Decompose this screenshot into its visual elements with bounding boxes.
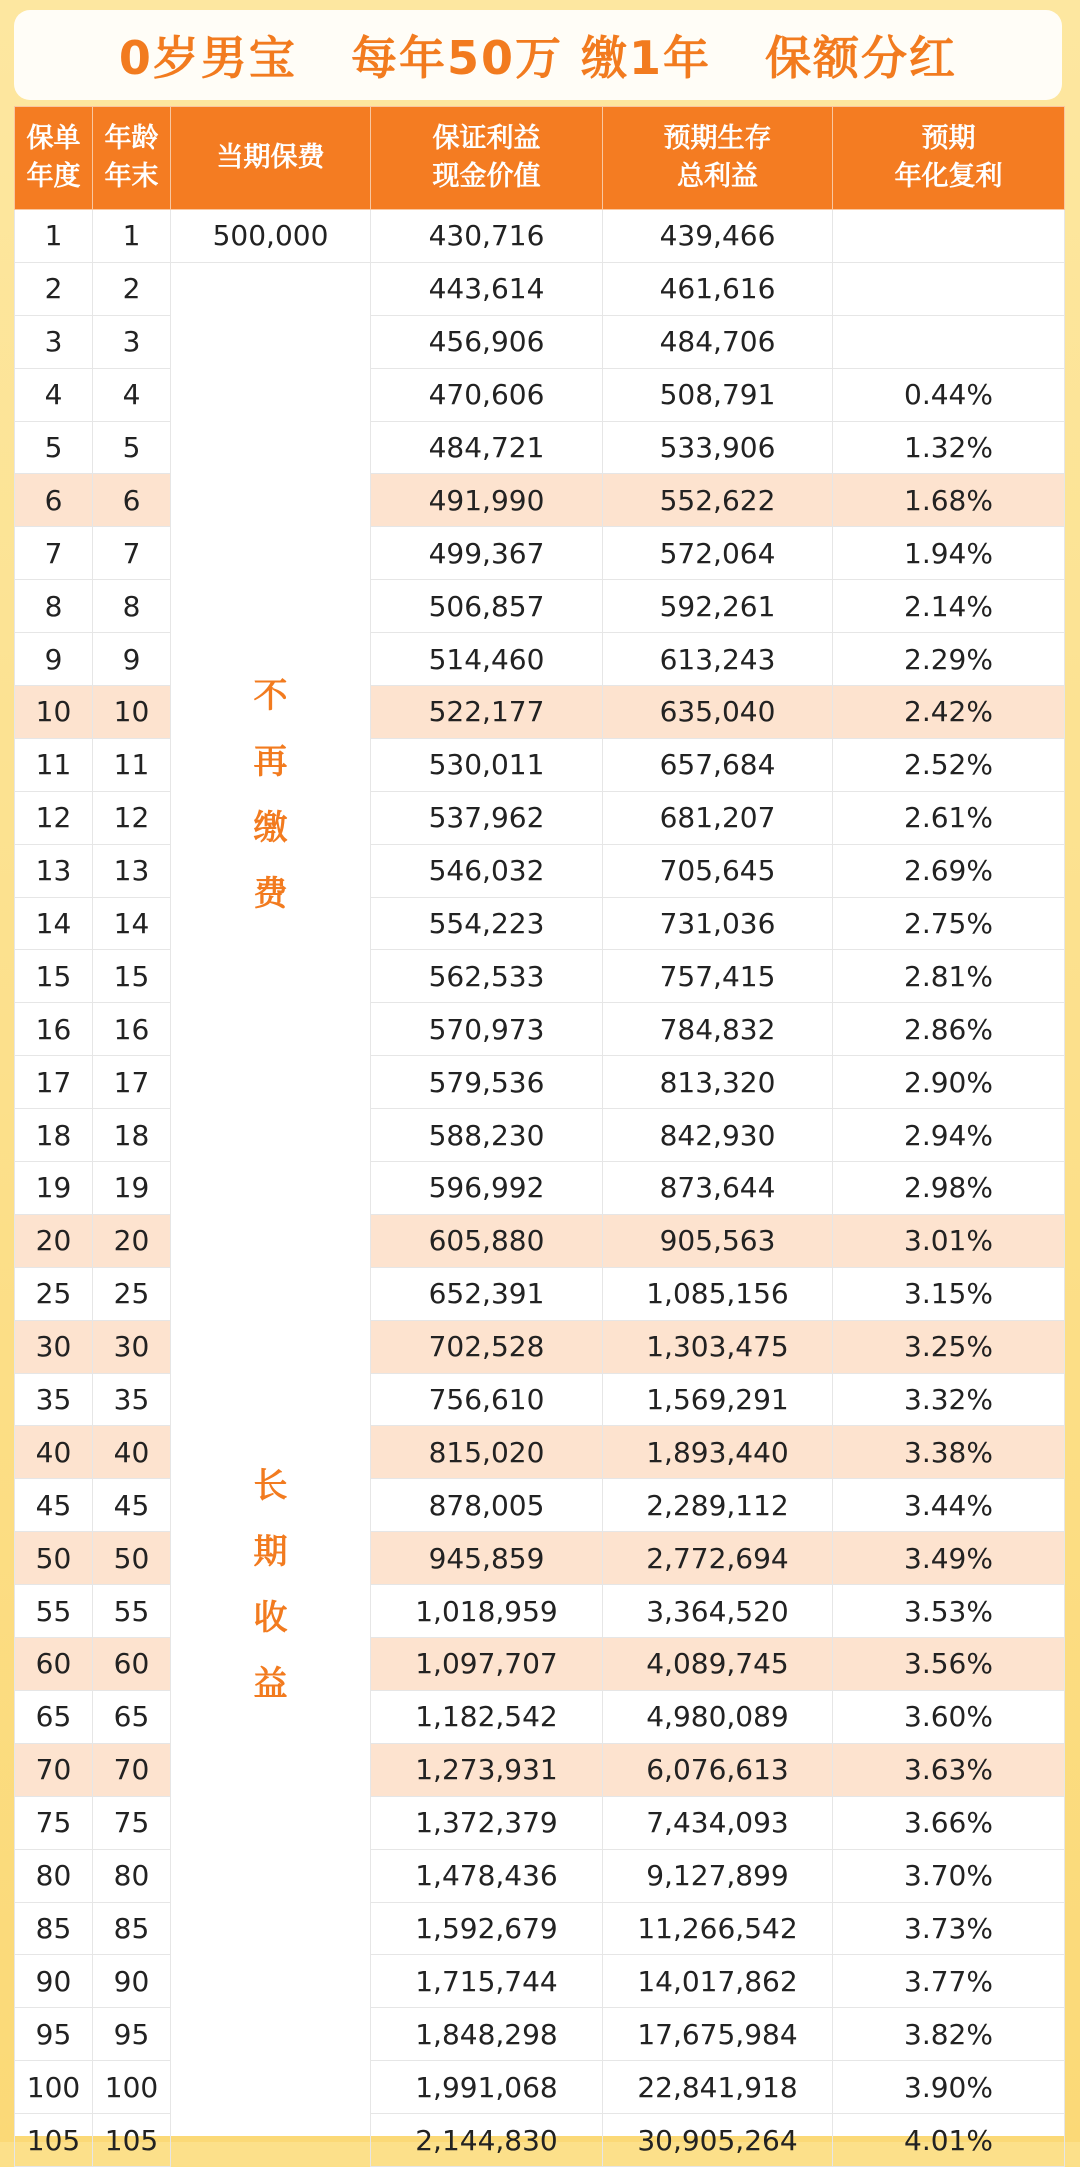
cell-total-benefit: 905,563 bbox=[603, 1214, 833, 1267]
cell-total-benefit: 635,040 bbox=[603, 686, 833, 739]
cell-annual-rate: 3.60% bbox=[833, 1690, 1065, 1743]
cell-annual-rate: 2.86% bbox=[833, 1003, 1065, 1056]
cell-age: 6 bbox=[93, 474, 171, 527]
cell-cash-value: 1,182,542 bbox=[371, 1690, 603, 1743]
cell-age: 5 bbox=[93, 421, 171, 474]
cell-total-benefit: 4,089,745 bbox=[603, 1638, 833, 1691]
cell-total-benefit: 681,207 bbox=[603, 791, 833, 844]
cell-policy-year: 35 bbox=[15, 1373, 93, 1426]
cell-age: 65 bbox=[93, 1690, 171, 1743]
cell-age: 4 bbox=[93, 368, 171, 421]
cell-total-benefit: 461,616 bbox=[603, 262, 833, 315]
cell-policy-year: 60 bbox=[15, 1638, 93, 1691]
cell-annual-rate: 3.90% bbox=[833, 2061, 1065, 2114]
cell-annual-rate: 3.70% bbox=[833, 1849, 1065, 1902]
cell-policy-year: 65 bbox=[15, 1690, 93, 1743]
cell-policy-year: 20 bbox=[15, 1214, 93, 1267]
cell-age: 25 bbox=[93, 1267, 171, 1320]
cell-cash-value: 878,005 bbox=[371, 1479, 603, 1532]
cell-total-benefit: 552,622 bbox=[603, 474, 833, 527]
cell-total-benefit: 784,832 bbox=[603, 1003, 833, 1056]
cell-annual-rate: 1.68% bbox=[833, 474, 1065, 527]
cell-annual-rate: 2.61% bbox=[833, 791, 1065, 844]
table-header bbox=[15, 107, 1065, 210]
cell-age: 12 bbox=[93, 791, 171, 844]
cell-annual-rate: 3.01% bbox=[833, 1214, 1065, 1267]
header-policy-year: 保单 年度 bbox=[15, 107, 93, 210]
cell-age: 70 bbox=[93, 1743, 171, 1796]
cell-policy-year: 14 bbox=[15, 897, 93, 950]
cell-age: 85 bbox=[93, 1902, 171, 1955]
cell-age: 16 bbox=[93, 1003, 171, 1056]
cell-age: 30 bbox=[93, 1320, 171, 1373]
cell-annual-rate: 3.63% bbox=[833, 1743, 1065, 1796]
cell-age: 15 bbox=[93, 950, 171, 1003]
cell-cash-value: 491,990 bbox=[371, 474, 603, 527]
cell-total-benefit: 592,261 bbox=[603, 580, 833, 633]
cell-policy-year: 100 bbox=[15, 2061, 93, 2114]
cell-age: 90 bbox=[93, 1955, 171, 2008]
cell-premium: 500,000 bbox=[171, 210, 371, 263]
cell-total-benefit: 757,415 bbox=[603, 950, 833, 1003]
cell-total-benefit: 1,303,475 bbox=[603, 1320, 833, 1373]
cell-policy-year: 16 bbox=[15, 1003, 93, 1056]
cell-annual-rate: 2.69% bbox=[833, 844, 1065, 897]
cell-total-benefit: 439,466 bbox=[603, 210, 833, 263]
cell-annual-rate: 4.01% bbox=[833, 2114, 1065, 2167]
table-row bbox=[15, 262, 1065, 315]
cell-total-benefit: 11,266,542 bbox=[603, 1902, 833, 1955]
cell-total-benefit: 6,076,613 bbox=[603, 1743, 833, 1796]
cell-cash-value: 562,533 bbox=[371, 950, 603, 1003]
cell-cash-value: 554,223 bbox=[371, 897, 603, 950]
cell-total-benefit: 484,706 bbox=[603, 315, 833, 368]
cell-policy-year: 55 bbox=[15, 1585, 93, 1638]
cell-cash-value: 570,973 bbox=[371, 1003, 603, 1056]
cell-age: 1 bbox=[93, 210, 171, 263]
cell-age: 60 bbox=[93, 1638, 171, 1691]
cell-policy-year: 2 bbox=[15, 262, 93, 315]
cell-policy-year: 30 bbox=[15, 1320, 93, 1373]
cell-policy-year: 50 bbox=[15, 1532, 93, 1585]
cell-annual-rate: 2.81% bbox=[833, 950, 1065, 1003]
cell-policy-year: 13 bbox=[15, 844, 93, 897]
cell-annual-rate: 2.94% bbox=[833, 1109, 1065, 1162]
cell-cash-value: 530,011 bbox=[371, 738, 603, 791]
title-banner bbox=[14, 10, 1062, 100]
cell-annual-rate bbox=[833, 262, 1065, 315]
cell-policy-year: 15 bbox=[15, 950, 93, 1003]
cell-policy-year: 45 bbox=[15, 1479, 93, 1532]
cell-cash-value: 588,230 bbox=[371, 1109, 603, 1162]
benefit-table-card bbox=[14, 106, 1064, 2157]
cell-annual-rate: 0.44% bbox=[833, 368, 1065, 421]
cell-policy-year: 25 bbox=[15, 1267, 93, 1320]
cell-annual-rate: 3.25% bbox=[833, 1320, 1065, 1373]
cell-age: 100 bbox=[93, 2061, 171, 2114]
cell-age: 13 bbox=[93, 844, 171, 897]
table-body bbox=[15, 210, 1065, 2167]
cell-total-benefit: 2,772,694 bbox=[603, 1532, 833, 1585]
cell-cash-value: 546,032 bbox=[371, 844, 603, 897]
cell-policy-year: 105 bbox=[15, 2114, 93, 2167]
cell-annual-rate: 1.94% bbox=[833, 527, 1065, 580]
cell-total-benefit: 508,791 bbox=[603, 368, 833, 421]
cell-total-benefit: 3,364,520 bbox=[603, 1585, 833, 1638]
cell-cash-value: 1,848,298 bbox=[371, 2008, 603, 2061]
cell-total-benefit: 1,569,291 bbox=[603, 1373, 833, 1426]
cell-annual-rate: 2.29% bbox=[833, 633, 1065, 686]
cell-age: 7 bbox=[93, 527, 171, 580]
cell-cash-value: 1,097,707 bbox=[371, 1638, 603, 1691]
cell-cash-value: 2,144,830 bbox=[371, 2114, 603, 2167]
cell-cash-value: 1,991,068 bbox=[371, 2061, 603, 2114]
cell-annual-rate: 2.75% bbox=[833, 897, 1065, 950]
cell-cash-value: 1,018,959 bbox=[371, 1585, 603, 1638]
cell-policy-year: 7 bbox=[15, 527, 93, 580]
cell-cash-value: 1,273,931 bbox=[371, 1743, 603, 1796]
cell-age: 80 bbox=[93, 1849, 171, 1902]
cell-cash-value: 945,859 bbox=[371, 1532, 603, 1585]
cell-cash-value: 1,715,744 bbox=[371, 1955, 603, 2008]
cell-total-benefit: 2,289,112 bbox=[603, 1479, 833, 1532]
cell-age: 45 bbox=[93, 1479, 171, 1532]
cell-age: 95 bbox=[93, 2008, 171, 2061]
cell-total-benefit: 657,684 bbox=[603, 738, 833, 791]
cell-cash-value: 1,592,679 bbox=[371, 1902, 603, 1955]
cell-age: 18 bbox=[93, 1109, 171, 1162]
cell-cash-value: 537,962 bbox=[371, 791, 603, 844]
page-title: 0岁男宝 每年50万 缴1年 保额分红 bbox=[118, 31, 958, 85]
header-annual-rate: 预期 年化复利 bbox=[833, 107, 1065, 210]
cell-policy-year: 9 bbox=[15, 633, 93, 686]
header-age: 年龄 年末 bbox=[93, 107, 171, 210]
cell-total-benefit: 30,905,264 bbox=[603, 2114, 833, 2167]
header-cash-value: 保证利益 现金价值 bbox=[371, 107, 603, 210]
cell-cash-value: 499,367 bbox=[371, 527, 603, 580]
cell-age: 8 bbox=[93, 580, 171, 633]
cell-annual-rate: 3.32% bbox=[833, 1373, 1065, 1426]
cell-cash-value: 652,391 bbox=[371, 1267, 603, 1320]
cell-policy-year: 70 bbox=[15, 1743, 93, 1796]
cell-cash-value: 756,610 bbox=[371, 1373, 603, 1426]
cell-total-benefit: 731,036 bbox=[603, 897, 833, 950]
cell-annual-rate: 3.38% bbox=[833, 1426, 1065, 1479]
cell-policy-year: 6 bbox=[15, 474, 93, 527]
cell-annual-rate bbox=[833, 315, 1065, 368]
cell-cash-value: 430,716 bbox=[371, 210, 603, 263]
cell-age: 50 bbox=[93, 1532, 171, 1585]
cell-total-benefit: 9,127,899 bbox=[603, 1849, 833, 1902]
cell-cash-value: 605,880 bbox=[371, 1214, 603, 1267]
cell-age: 10 bbox=[93, 686, 171, 739]
table-row bbox=[15, 210, 1065, 263]
cell-cash-value: 702,528 bbox=[371, 1320, 603, 1373]
cell-annual-rate: 2.52% bbox=[833, 738, 1065, 791]
cell-cash-value: 1,478,436 bbox=[371, 1849, 603, 1902]
cell-age: 17 bbox=[93, 1056, 171, 1109]
cell-total-benefit: 842,930 bbox=[603, 1109, 833, 1162]
cell-policy-year: 95 bbox=[15, 2008, 93, 2061]
cell-policy-year: 10 bbox=[15, 686, 93, 739]
cell-policy-year: 90 bbox=[15, 1955, 93, 2008]
cell-policy-year: 80 bbox=[15, 1849, 93, 1902]
cell-annual-rate: 2.14% bbox=[833, 580, 1065, 633]
header-premium: 当期保费 bbox=[171, 107, 371, 210]
cell-policy-year: 8 bbox=[15, 580, 93, 633]
label-no-more-payment: 不 再 缴 费 bbox=[253, 675, 288, 914]
cell-policy-year: 4 bbox=[15, 368, 93, 421]
header-total-benefit: 预期生存 总利益 bbox=[603, 107, 833, 210]
cell-age: 40 bbox=[93, 1426, 171, 1479]
cell-total-benefit: 14,017,862 bbox=[603, 1955, 833, 2008]
cell-total-benefit: 813,320 bbox=[603, 1056, 833, 1109]
cell-total-benefit: 533,906 bbox=[603, 421, 833, 474]
cell-annual-rate: 3.77% bbox=[833, 1955, 1065, 2008]
cell-policy-year: 5 bbox=[15, 421, 93, 474]
cell-total-benefit: 1,893,440 bbox=[603, 1426, 833, 1479]
cell-annual-rate: 2.98% bbox=[833, 1162, 1065, 1215]
cell-annual-rate: 3.49% bbox=[833, 1532, 1065, 1585]
label-long-term-return: 长 期 收 益 bbox=[253, 1465, 288, 1704]
cell-cash-value: 514,460 bbox=[371, 633, 603, 686]
cell-cash-value: 456,906 bbox=[371, 315, 603, 368]
cell-policy-year: 75 bbox=[15, 1796, 93, 1849]
cell-total-benefit: 705,645 bbox=[603, 844, 833, 897]
cell-annual-rate: 3.66% bbox=[833, 1796, 1065, 1849]
cell-policy-year: 18 bbox=[15, 1109, 93, 1162]
cell-policy-year: 85 bbox=[15, 1902, 93, 1955]
no-further-premium-column bbox=[171, 262, 371, 2166]
cell-age: 55 bbox=[93, 1585, 171, 1638]
cell-annual-rate: 3.15% bbox=[833, 1267, 1065, 1320]
cell-policy-year: 17 bbox=[15, 1056, 93, 1109]
cell-policy-year: 1 bbox=[15, 210, 93, 263]
cell-age: 11 bbox=[93, 738, 171, 791]
cell-cash-value: 1,372,379 bbox=[371, 1796, 603, 1849]
cell-annual-rate: 3.73% bbox=[833, 1902, 1065, 1955]
cell-total-benefit: 873,644 bbox=[603, 1162, 833, 1215]
cell-total-benefit: 613,243 bbox=[603, 633, 833, 686]
cell-total-benefit: 17,675,984 bbox=[603, 2008, 833, 2061]
cell-cash-value: 443,614 bbox=[371, 262, 603, 315]
cell-age: 19 bbox=[93, 1162, 171, 1215]
cell-age: 75 bbox=[93, 1796, 171, 1849]
cell-cash-value: 522,177 bbox=[371, 686, 603, 739]
cell-total-benefit: 22,841,918 bbox=[603, 2061, 833, 2114]
cell-annual-rate: 3.44% bbox=[833, 1479, 1065, 1532]
cell-total-benefit: 7,434,093 bbox=[603, 1796, 833, 1849]
cell-age: 9 bbox=[93, 633, 171, 686]
cell-annual-rate: 3.82% bbox=[833, 2008, 1065, 2061]
cell-total-benefit: 1,085,156 bbox=[603, 1267, 833, 1320]
cell-annual-rate bbox=[833, 210, 1065, 263]
cell-cash-value: 815,020 bbox=[371, 1426, 603, 1479]
cell-policy-year: 3 bbox=[15, 315, 93, 368]
cell-age: 35 bbox=[93, 1373, 171, 1426]
cell-cash-value: 506,857 bbox=[371, 580, 603, 633]
cell-cash-value: 579,536 bbox=[371, 1056, 603, 1109]
cell-policy-year: 19 bbox=[15, 1162, 93, 1215]
cell-annual-rate: 3.53% bbox=[833, 1585, 1065, 1638]
cell-cash-value: 596,992 bbox=[371, 1162, 603, 1215]
cell-age: 20 bbox=[93, 1214, 171, 1267]
cell-age: 2 bbox=[93, 262, 171, 315]
cell-cash-value: 470,606 bbox=[371, 368, 603, 421]
cell-total-benefit: 4,980,089 bbox=[603, 1690, 833, 1743]
benefit-table bbox=[14, 106, 1065, 2167]
cell-policy-year: 40 bbox=[15, 1426, 93, 1479]
cell-total-benefit: 572,064 bbox=[603, 527, 833, 580]
cell-age: 14 bbox=[93, 897, 171, 950]
cell-policy-year: 12 bbox=[15, 791, 93, 844]
cell-policy-year: 11 bbox=[15, 738, 93, 791]
cell-annual-rate: 1.32% bbox=[833, 421, 1065, 474]
cell-annual-rate: 3.56% bbox=[833, 1638, 1065, 1691]
cell-annual-rate: 2.42% bbox=[833, 686, 1065, 739]
cell-annual-rate: 2.90% bbox=[833, 1056, 1065, 1109]
cell-age: 3 bbox=[93, 315, 171, 368]
cell-cash-value: 484,721 bbox=[371, 421, 603, 474]
cell-age: 105 bbox=[93, 2114, 171, 2167]
